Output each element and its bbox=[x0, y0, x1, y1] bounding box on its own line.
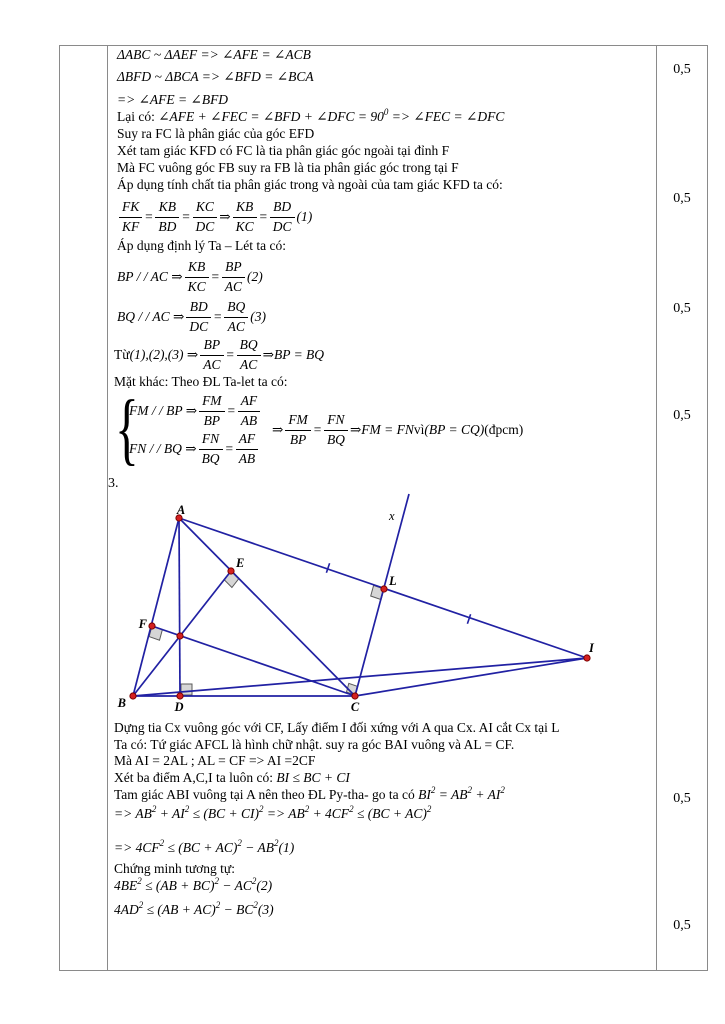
point-D bbox=[177, 693, 183, 699]
score-column-divider bbox=[656, 46, 657, 970]
para-line-10: $4AD^2 \le (AB + AC)^2 - BC^2(3)$ bbox=[114, 900, 274, 917]
tick-mark-2 bbox=[467, 614, 470, 623]
text-line-6: Xét tam giác KFD có FC là tia phân giác góc ngoài tại đỉnh F bbox=[117, 143, 450, 158]
point-E bbox=[228, 568, 234, 574]
segment-AD bbox=[179, 518, 180, 696]
score-badge-6: 0,5 bbox=[673, 918, 691, 933]
label-C: C bbox=[350, 700, 360, 714]
para-line-3: Mà AI = 2AL ; AL = CF => AI =2CF bbox=[114, 753, 316, 768]
label-B: B bbox=[117, 696, 126, 710]
system-conclusion: ⇒ $\frac{FM}{BP}$ = $\frac{FN}{BQ}$ ⇒ FM = FN vì (BP = CQ) (đpcm) bbox=[272, 412, 524, 447]
formula-line-9: $\frac{FK}{KF}$ = $\frac{KB}{BD}$ = $\frac{KC}{DC}$ ⇒ $\frac{KB}{KC}$ = $\frac{BD}{DC}$ (1) bbox=[117, 197, 312, 237]
formula-line-1: ΔABC ~ ΔAEF => ∠AFE = ∠ACB bbox=[117, 47, 311, 62]
point-H bbox=[177, 633, 183, 639]
para-line-6: => $AB^2 + AI^2 \le (BC + CI)^2 => AB^2 + 4CF^2 \le (BC + AC)^2$ bbox=[114, 804, 432, 821]
label-E: E bbox=[236, 556, 245, 570]
text-line-7: Mà FC vuông góc FB suy ra FB là tia phân giác góc trong tại F bbox=[117, 160, 459, 175]
system-row-2: FN / / BQ ⇒ $\frac{FN}{BQ}$ = $\frac{AF}{AB}$ bbox=[129, 429, 260, 469]
system-row-1: FM / / BP ⇒ $\frac{FM}{BP}$ = $\frac{AF}{AB}$ bbox=[129, 391, 262, 431]
label-x: x bbox=[389, 509, 395, 523]
point-L bbox=[381, 586, 387, 592]
point-C bbox=[352, 693, 358, 699]
label-A: A bbox=[176, 503, 186, 517]
formula-line-11: BP / / AC ⇒ $\frac{KB}{KC}$ = $\frac{BP}{AC}$ (2) bbox=[117, 259, 263, 294]
formula-line-12: BQ / / AC ⇒ $\frac{BD}{DC}$ = $\frac{BQ}{AC}$ (3) bbox=[117, 299, 266, 334]
para-line-4: Xét ba điểm A,C,I ta luôn có: BI ≤ BC + CI bbox=[114, 770, 350, 785]
label-D: D bbox=[174, 700, 184, 714]
system-brace: { bbox=[115, 385, 139, 473]
right-angle-D bbox=[181, 684, 192, 695]
score-badge-4: 0,5 bbox=[673, 408, 691, 423]
geometry-diagram bbox=[107, 486, 617, 716]
score-badge-1: 0,5 bbox=[673, 62, 691, 77]
point-F bbox=[149, 623, 155, 629]
text-line-10: Áp dụng định lý Ta – Lét ta có: bbox=[117, 238, 287, 253]
score-badge-2: 0,5 bbox=[673, 191, 691, 206]
para-line-8: Chứng minh tương tự: bbox=[114, 861, 235, 876]
para-line-1: Dựng tia Cx vuông góc với CF, Lấy điểm I đối xứng với A qua Cx. AI cắt Cx tại L bbox=[114, 720, 560, 735]
segment-CI bbox=[355, 658, 587, 696]
score-badge-5: 0,5 bbox=[673, 791, 691, 806]
label-L: L bbox=[389, 574, 397, 588]
label-I: I bbox=[589, 641, 594, 655]
segment-AB bbox=[133, 518, 179, 696]
item-3-number: 3. bbox=[108, 476, 119, 491]
text-line-14: Mặt khác: Theo ĐL Ta-let ta có: bbox=[114, 374, 288, 389]
para-line-5: Tam giác ABI vuông tại A nên theo ĐL Py-tha- go ta có $BI^2 = AB^2 + AI^2$ bbox=[114, 785, 505, 802]
score-badge-3: 0,5 bbox=[673, 301, 691, 316]
point-B bbox=[130, 693, 136, 699]
text-line-8: Áp dụng tính chất tia phân giác trong và ngoài của tam giác KFD ta có: bbox=[117, 177, 503, 192]
para-line-9: $4BE^2 \le (AB + BC)^2 - AC^2(2)$ bbox=[114, 876, 273, 893]
text-line-5: Suy ra FC là phân giác của góc EFD bbox=[117, 126, 315, 141]
formula-line-2: ΔBFD ~ ΔBCA => ∠BFD = ∠BCA bbox=[117, 69, 314, 84]
segment-AC bbox=[179, 518, 355, 696]
para-line-7: => $4CF^2 \le (BC + AC)^2 - AB^2(1)$ bbox=[114, 838, 295, 855]
formula-line-3: => ∠AFE = ∠BFD bbox=[117, 92, 229, 107]
label-F: F bbox=[138, 617, 147, 631]
para-line-2: Ta có: Tứ giác AFCL là hình chữ nhật. suy ra góc BAI vuông và AL = CF. bbox=[114, 737, 515, 752]
point-I bbox=[584, 655, 590, 661]
formula-line-13: Từ (1),(2),(3) ⇒ $\frac{BP}{AC}$ = $\frac{BQ}{AC}$ ⇒ BP = BQ bbox=[114, 337, 325, 372]
formula-line-4: Lại có: ∠AFE + ∠FEC = ∠BFD + ∠DFC = $90^0$ => ∠FEC = ∠DFC bbox=[117, 107, 505, 124]
